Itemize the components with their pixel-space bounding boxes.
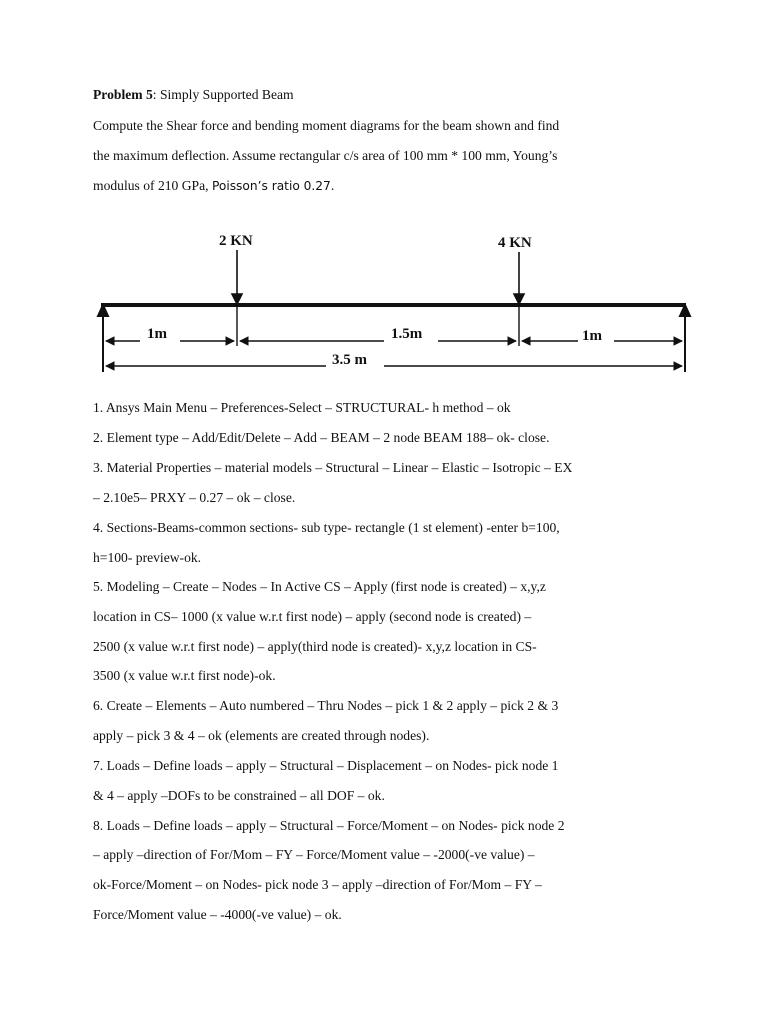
load-arrow-left <box>232 250 242 304</box>
step-line-15: 8. Loads – Define loads – apply – Structural – Force/Moment – on Nodes- pick node 2 <box>93 818 565 833</box>
step-line-14: & 4 – apply –DOFs to be constrained – all DOF – ok. <box>93 788 385 803</box>
problem-title: : Simply Supported Beam <box>152 87 294 102</box>
step-line-6: h=100- preview-ok. <box>93 550 202 565</box>
step-line-18: Force/Moment value – -4000(-ve value) – ok. <box>93 907 342 922</box>
step-line-9: 2500 (x value w.r.t first node) – apply(third node is created)- x,y,z location in CS- <box>93 639 537 654</box>
span-right-label: 1m <box>582 328 602 344</box>
span-middle-label: 1.5m <box>391 326 423 342</box>
step-line-2: 2. Element type – Add/Edit/Delete – Add – BEAM – 2 node BEAM 188– ok- close. <box>93 430 550 445</box>
problem-label: Problem 5 <box>93 87 153 102</box>
step-line-17: ok-Force/Moment – on Nodes- pick node 3 – apply –direction of For/Mom – FY – <box>93 877 542 892</box>
step-line-7: 5. Modeling – Create – Nodes – In Active CS – Apply (first node is created) – x,y,z <box>93 579 546 594</box>
step-line-13: 7. Loads – Define loads – apply – Structural – Displacement – on Nodes- pick node 1 <box>93 758 559 773</box>
intro-line-2: the maximum deflection. Assume rectangular c/s area of 100 mm * 100 mm, Young’s <box>93 148 558 163</box>
span-total-label: 3.5 m <box>332 352 367 368</box>
right-support <box>680 305 690 372</box>
load-arrow-right <box>514 252 524 304</box>
intro-line-3-end: . <box>330 178 335 193</box>
step-line-11: 6. Create – Elements – Auto numbered – Thru Nodes – pick 1 & 2 apply – pick 2 & 3 <box>93 698 559 713</box>
step-line-10: 3500 (x value w.r.t first node)-ok. <box>93 668 276 683</box>
span-left-label: 1m <box>147 326 167 342</box>
step-line-16: – apply –direction of For/Mom – FY – Force/Moment value – -2000(-ve value) – <box>93 847 535 862</box>
step-line-8: location in CS– 1000 (x value w.r.t first node) – apply (second node is created) – <box>93 609 532 624</box>
step-line-1: 1. Ansys Main Menu – Preferences-Select – STRUCTURAL- h method – ok <box>93 400 511 415</box>
step-line-5: 4. Sections-Beams-common sections- sub type- rectangle (1 st element) -enter b=100, <box>93 520 560 535</box>
step-line-12: apply – pick 3 & 4 – ok (elements are created through nodes). <box>93 728 430 743</box>
step-line-4: – 2.10e5– PRXY – 0.27 – ok – close. <box>93 490 296 505</box>
poisson-ratio-text: Poisson’s ratio 0.27 <box>211 179 331 193</box>
left-support <box>98 305 108 372</box>
intro-line-3-text: modulus of 210 GPa, <box>93 178 212 193</box>
step-line-3: 3. Material Properties – material models – Structural – Linear – Elastic – Isotropic – EX <box>93 460 573 475</box>
load-right-label: 4 KN <box>498 235 532 251</box>
load-left-label: 2 KN <box>219 233 253 249</box>
intro-line-1: Compute the Shear force and bending moment diagrams for the beam shown and find <box>93 118 560 133</box>
